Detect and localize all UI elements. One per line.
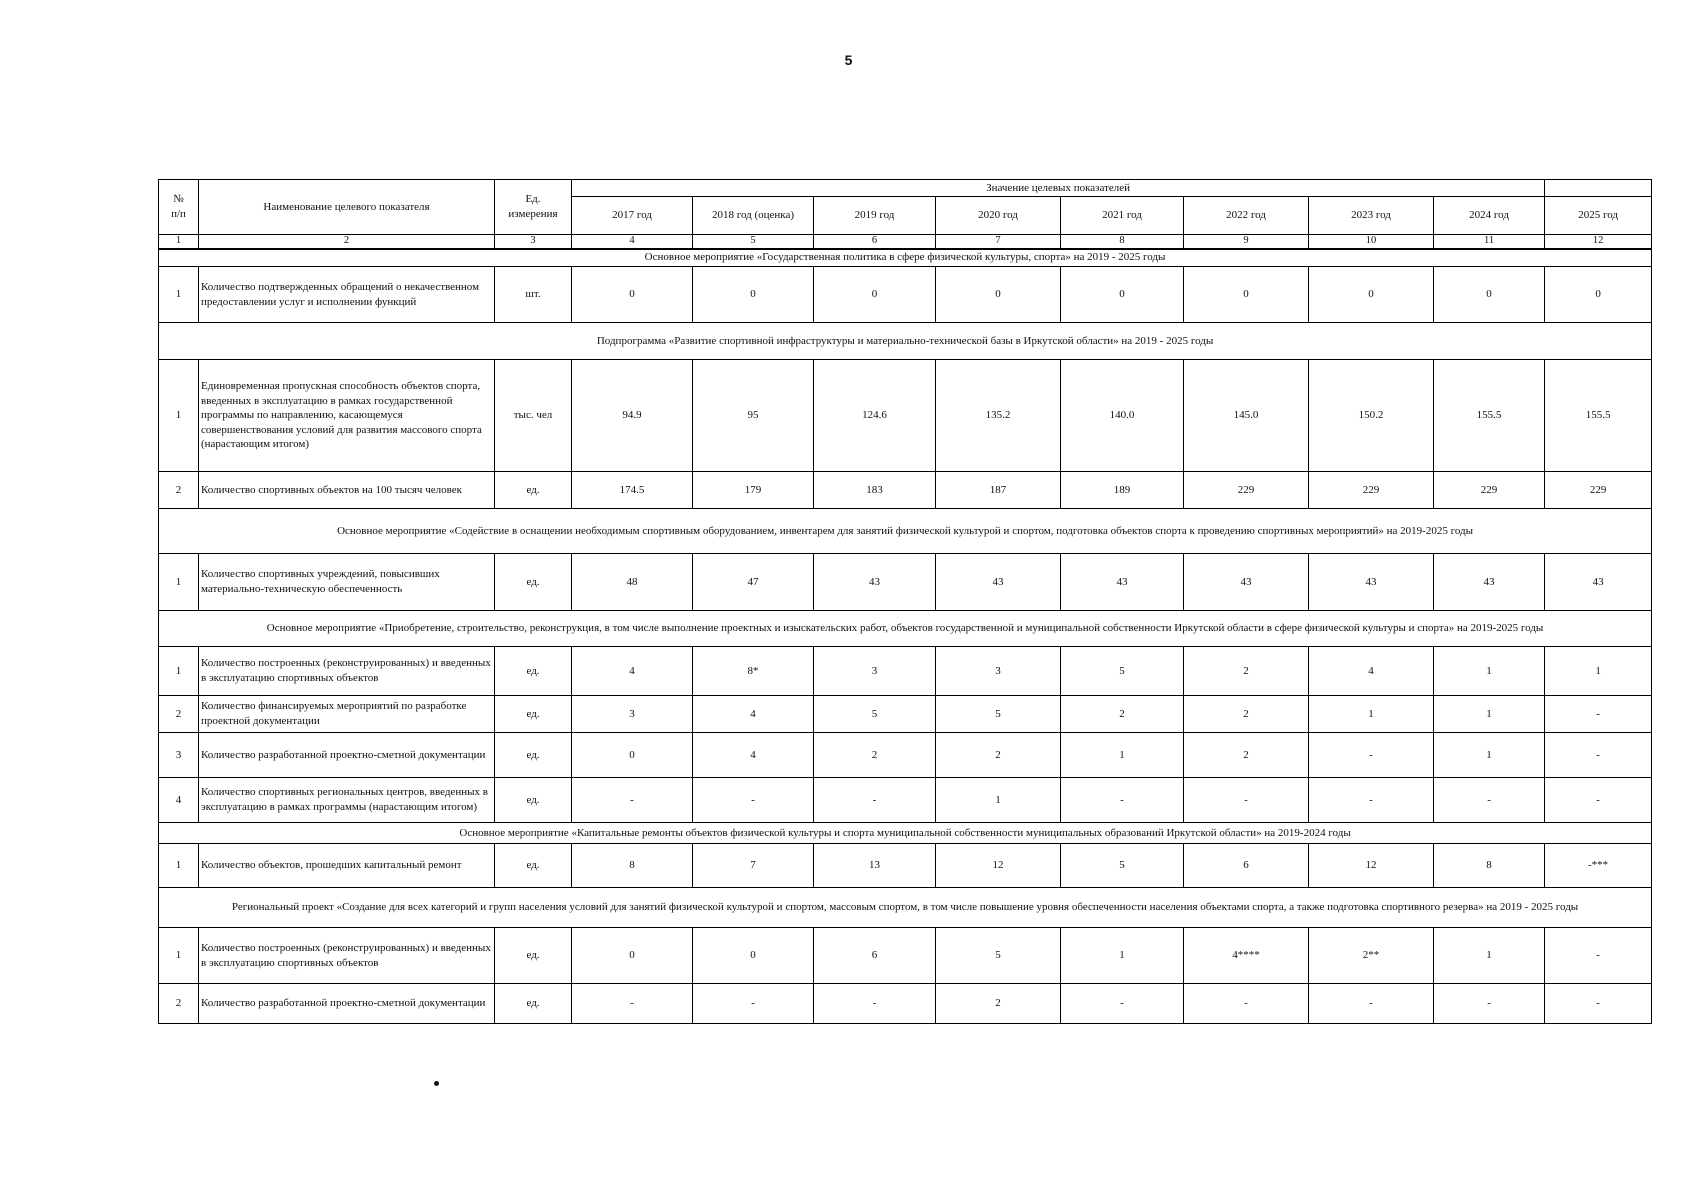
value-cell: 3 (572, 696, 693, 733)
value-cell: - (1545, 984, 1652, 1024)
value-cell: 0 (572, 733, 693, 778)
row-number: 2 (159, 984, 199, 1024)
value-cell: 189 (1061, 472, 1184, 509)
value-cell: 4**** (1184, 928, 1309, 984)
value-cell: 43 (1434, 554, 1545, 611)
column-number: 6 (814, 235, 936, 249)
indicator-row (159, 778, 1652, 823)
header-year: 2019 год (814, 197, 936, 235)
value-cell: 5 (936, 928, 1061, 984)
value-cell: 1 (1061, 733, 1184, 778)
indicator-row (159, 554, 1652, 611)
header-num: № п/п (159, 180, 199, 235)
value-cell: 3 (814, 647, 936, 696)
value-cell: 6 (814, 928, 936, 984)
value-cell: - (814, 984, 936, 1024)
value-cell: - (572, 778, 693, 823)
value-cell: 8 (572, 844, 693, 888)
value-cell: 5 (1061, 844, 1184, 888)
value-cell: 2 (936, 984, 1061, 1024)
indicator-name: Количество разработанной проектно-сметной документации (199, 733, 495, 778)
value-cell: - (1061, 778, 1184, 823)
value-cell: 1 (1061, 928, 1184, 984)
unit-cell: ед. (495, 647, 572, 696)
value-cell: 2 (1184, 696, 1309, 733)
header-row (159, 180, 1652, 197)
value-cell: - (1184, 984, 1309, 1024)
column-number: 8 (1061, 235, 1184, 249)
unit-cell: ед. (495, 928, 572, 984)
value-cell: 0 (1434, 267, 1545, 323)
stray-dot (434, 1081, 439, 1086)
indicator-row (159, 267, 1652, 323)
value-cell: 2 (814, 733, 936, 778)
value-cell: 43 (1061, 554, 1184, 611)
value-cell: 43 (1545, 554, 1652, 611)
value-cell: 155.5 (1545, 360, 1652, 472)
value-cell: 140.0 (1061, 360, 1184, 472)
value-cell: 0 (1545, 267, 1652, 323)
column-number: 4 (572, 235, 693, 249)
value-cell: - (693, 778, 814, 823)
section-row (159, 323, 1652, 360)
value-cell: 1 (1434, 928, 1545, 984)
section-title: Региональный проект «Создание для всех категорий и групп населения условий для занятий физической культурой и спортом, массовым спортом, в том числе повышение уровня обеспеченности населения объектами спорта, а также подготовка спортивного резерва» на 2019 - 2025 годы (159, 888, 1652, 928)
page-number: 5 (844, 52, 853, 68)
value-cell: 8 (1434, 844, 1545, 888)
value-cell: 150.2 (1309, 360, 1434, 472)
indicator-name: Количество финансируемых мероприятий по разработке проектной документации (199, 696, 495, 733)
value-cell: 4 (1309, 647, 1434, 696)
value-cell: 124.6 (814, 360, 936, 472)
header-year: 2018 год (оценка) (693, 197, 814, 235)
unit-cell: ед. (495, 984, 572, 1024)
column-number: 2 (199, 235, 495, 249)
value-cell: 1 (1434, 647, 1545, 696)
value-cell: 145.0 (1184, 360, 1309, 472)
column-number: 1 (159, 235, 199, 249)
column-number: 3 (495, 235, 572, 249)
value-cell: 43 (814, 554, 936, 611)
value-cell: 5 (1061, 647, 1184, 696)
section-row (159, 823, 1652, 844)
value-cell: 1 (1545, 647, 1652, 696)
value-cell: 0 (936, 267, 1061, 323)
column-number: 5 (693, 235, 814, 249)
row-number: 1 (159, 844, 199, 888)
value-cell: - (1309, 778, 1434, 823)
header-year: 2024 год (1434, 197, 1545, 235)
indicator-name: Количество спортивных учреждений, повысивших материально-техническую обеспеченность (199, 554, 495, 611)
value-cell: 3 (936, 647, 1061, 696)
value-cell: 2 (936, 733, 1061, 778)
header-year: 2023 год (1309, 197, 1434, 235)
unit-cell: ед. (495, 554, 572, 611)
value-cell: 0 (693, 928, 814, 984)
indicator-name: Количество спортивных региональных центров, введенных в эксплуатацию в рамках программы (нарастающим итогом) (199, 778, 495, 823)
section-title: Основное мероприятие «Содействие в оснащении необходимым спортивным оборудованием, инвентарем для занятий физической культурой и спортом, подготовка объектов спорта к проведению спортивных мероприятий» на 2019-2025 годы (159, 509, 1652, 554)
value-cell: 0 (1309, 267, 1434, 323)
section-title: Основное мероприятие «Государственная политика в сфере физической культуры, спорта» на 2019 - 2025 годы (159, 249, 1652, 267)
indicator-name: Единовременная пропускная способность объектов спорта, введенных в эксплуатацию в рамках государственной программы по направлению, касающемуся совершенствования условий для развития массового спорта (нарастающим итогом) (199, 360, 495, 472)
value-cell: 229 (1184, 472, 1309, 509)
unit-cell: ед. (495, 778, 572, 823)
row-number: 1 (159, 647, 199, 696)
value-cell: - (1184, 778, 1309, 823)
value-cell: 13 (814, 844, 936, 888)
value-cell: 183 (814, 472, 936, 509)
indicator-row (159, 928, 1652, 984)
value-cell: 1 (936, 778, 1061, 823)
indicator-name: Количество объектов, прошедших капитальный ремонт (199, 844, 495, 888)
value-cell: - (1434, 778, 1545, 823)
indicator-row (159, 647, 1652, 696)
header-name: Наименование целевого показателя (199, 180, 495, 235)
value-cell: 94.9 (572, 360, 693, 472)
value-cell: 1 (1434, 733, 1545, 778)
value-cell: 43 (1309, 554, 1434, 611)
row-number: 1 (159, 360, 199, 472)
row-number: 3 (159, 733, 199, 778)
indicator-name: Количество спортивных объектов на 100 тысяч человек (199, 472, 495, 509)
value-cell: 1 (1434, 696, 1545, 733)
header-year: 2020 год (936, 197, 1061, 235)
value-cell: 0 (572, 267, 693, 323)
column-number: 11 (1434, 235, 1545, 249)
value-cell: - (1309, 733, 1434, 778)
value-cell: - (1309, 984, 1434, 1024)
value-cell: 1 (1309, 696, 1434, 733)
value-cell: 135.2 (936, 360, 1061, 472)
value-cell: 7 (693, 844, 814, 888)
target-indicators-table (158, 179, 1652, 1024)
value-cell: 187 (936, 472, 1061, 509)
section-title: Основное мероприятие «Капитальные ремонты объектов физической культуры и спорта муниципальной собственности муниципальных образований Иркутской области» на 2019-2024 годы (159, 823, 1652, 844)
column-number: 10 (1309, 235, 1434, 249)
row-number: 1 (159, 267, 199, 323)
value-cell: 43 (936, 554, 1061, 611)
indicator-row (159, 984, 1652, 1024)
unit-cell: шт. (495, 267, 572, 323)
value-cell: - (1545, 778, 1652, 823)
indicator-name: Количество разработанной проектно-сметной документации (199, 984, 495, 1024)
section-row (159, 611, 1652, 647)
value-cell: 229 (1434, 472, 1545, 509)
indicator-row (159, 733, 1652, 778)
unit-cell: ед. (495, 696, 572, 733)
value-cell: - (1061, 984, 1184, 1024)
header-blank-cell (1545, 180, 1652, 197)
value-cell: 2 (1184, 733, 1309, 778)
row-number: 1 (159, 554, 199, 611)
section-row (159, 509, 1652, 554)
header-year: 2021 год (1061, 197, 1184, 235)
value-cell: 5 (814, 696, 936, 733)
value-cell: 48 (572, 554, 693, 611)
section-title: Основное мероприятие «Приобретение, строительство, реконструкция, в том числе выполнение проектных и изыскательских работ, объектов государственной и муниципальной собственности Иркутской области в сфере физической культуры и спорта» на 2019-2025 годы (159, 611, 1652, 647)
section-row (159, 888, 1652, 928)
indicator-row (159, 472, 1652, 509)
column-number: 7 (936, 235, 1061, 249)
indicator-row (159, 696, 1652, 733)
value-cell: 155.5 (1434, 360, 1545, 472)
value-cell: 12 (1309, 844, 1434, 888)
value-cell: - (1545, 696, 1652, 733)
indicator-row (159, 360, 1652, 472)
value-cell: 2** (1309, 928, 1434, 984)
header-year: 2022 год (1184, 197, 1309, 235)
value-cell: 0 (1061, 267, 1184, 323)
value-cell: - (693, 984, 814, 1024)
indicator-name: Количество подтвержденных обращений о некачественном предоставлении услуг и исполнении функций (199, 267, 495, 323)
value-cell: 4 (693, 733, 814, 778)
column-numbers-row (159, 235, 1652, 249)
row-number: 1 (159, 928, 199, 984)
value-cell: 4 (572, 647, 693, 696)
value-cell: 2 (1184, 647, 1309, 696)
value-cell: - (1434, 984, 1545, 1024)
value-cell: - (814, 778, 936, 823)
unit-cell: ед. (495, 472, 572, 509)
header-unit: Ед. измерения (495, 180, 572, 235)
column-number: 12 (1545, 235, 1652, 249)
value-cell: 12 (936, 844, 1061, 888)
value-cell: 5 (936, 696, 1061, 733)
value-cell: 6 (1184, 844, 1309, 888)
value-cell: 0 (814, 267, 936, 323)
indicator-name: Количество построенных (реконструированных) и введенных в эксплуатацию спортивных объектов (199, 647, 495, 696)
value-cell: 0 (1184, 267, 1309, 323)
value-cell: 47 (693, 554, 814, 611)
section-title: Подпрограмма «Развитие спортивной инфраструктуры и материально-технической базы в Иркутской области» на 2019 - 2025 годы (159, 323, 1652, 360)
row-number: 2 (159, 696, 199, 733)
value-cell: 0 (693, 267, 814, 323)
section-row (159, 249, 1652, 267)
unit-cell: ед. (495, 844, 572, 888)
value-cell: - (1545, 733, 1652, 778)
header-year: 2017 год (572, 197, 693, 235)
value-cell: 8* (693, 647, 814, 696)
value-cell: 229 (1309, 472, 1434, 509)
value-cell: 229 (1545, 472, 1652, 509)
unit-cell: ед. (495, 733, 572, 778)
value-cell: - (572, 984, 693, 1024)
value-cell: 4 (693, 696, 814, 733)
value-cell: -*** (1545, 844, 1652, 888)
value-cell: - (1545, 928, 1652, 984)
indicator-row (159, 844, 1652, 888)
header-year: 2025 год (1545, 197, 1652, 235)
value-cell: 0 (572, 928, 693, 984)
value-cell: 95 (693, 360, 814, 472)
value-cell: 2 (1061, 696, 1184, 733)
value-cell: 43 (1184, 554, 1309, 611)
column-number: 9 (1184, 235, 1309, 249)
row-number: 4 (159, 778, 199, 823)
value-cell: 174.5 (572, 472, 693, 509)
row-number: 2 (159, 472, 199, 509)
header-values-group: Значение целевых показателей (572, 180, 1545, 197)
unit-cell: тыс. чел (495, 360, 572, 472)
indicator-name: Количество построенных (реконструированных) и введенных в эксплуатацию спортивных объектов (199, 928, 495, 984)
value-cell: 179 (693, 472, 814, 509)
